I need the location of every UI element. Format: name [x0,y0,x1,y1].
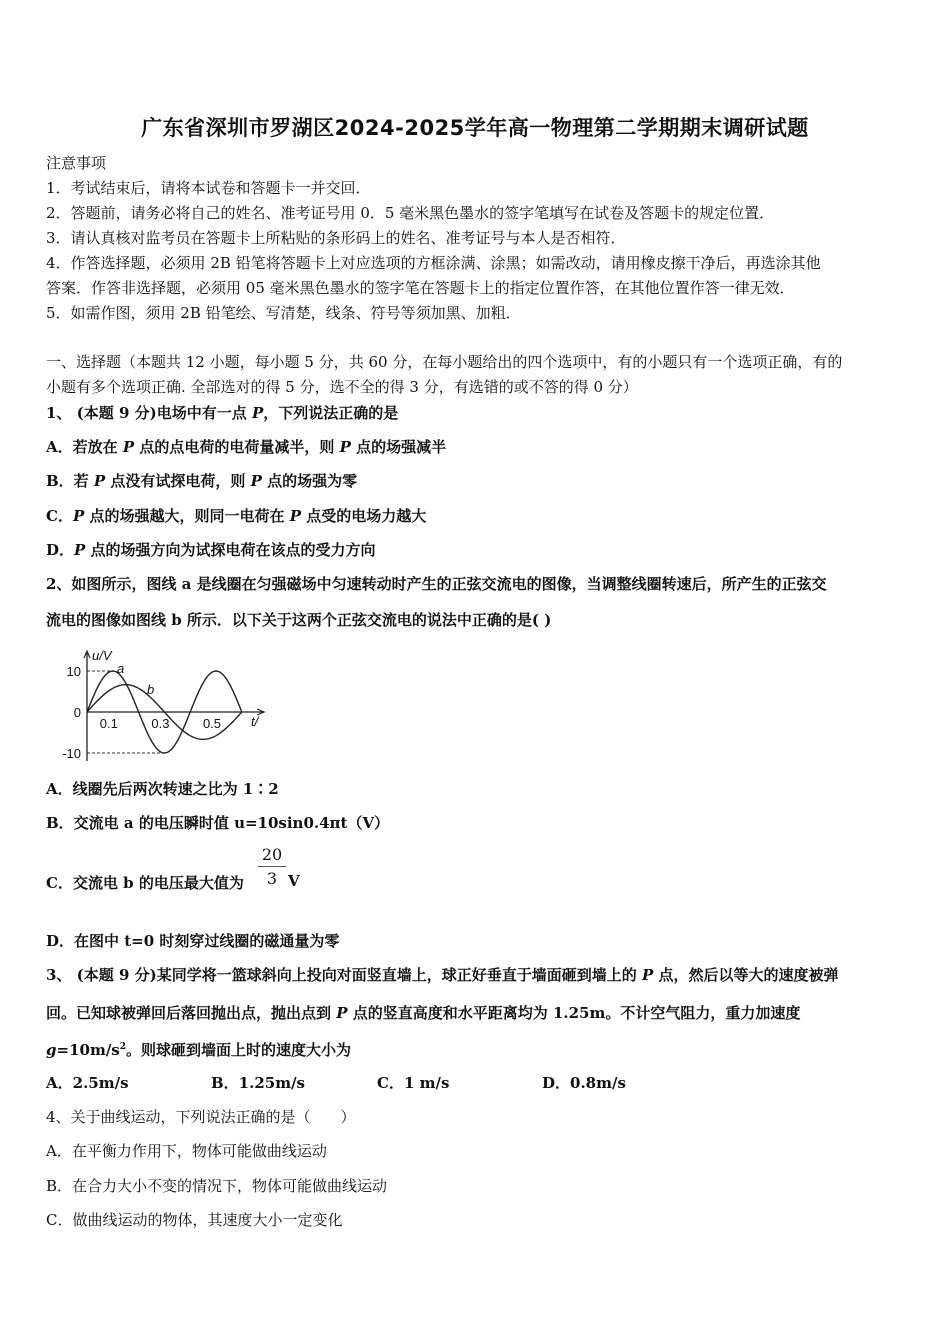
q1-option-d: D．P 点的场强方向为试探电荷在该点的受力方向 [46,541,376,559]
notice-item-3: 3．请认真核对监考员在答题卡上所粘贴的条形码上的姓名、准考证号与本人是否相符． [46,229,626,247]
q2-stem-cont: 流电的图像如图线 b 所示．以下关于这两个正弦交流电的说法中正确的是( ) [46,611,552,629]
q2-option-d: D．在图中 t=0 时刻穿过线圈的磁通量为零 [46,932,340,950]
q3-option-a: A．2.5m/s [46,1074,129,1092]
notice-item-4-cont: 答案．作答非选择题，必须用 05 毫米黑色墨水的签字笔在答题卡上的指定位置作答，在其他位置作答一律无效． [46,279,795,297]
notice-item-2: 2．答题前，请务必将自己的姓名、准考证号用 0．5 毫米黑色墨水的签字笔填写在试卷及答题卡的规定位置． [46,204,775,222]
q3-option-c: C．1 m/s [377,1074,450,1092]
q3-option-d: D．0.8m/s [542,1074,626,1092]
page-title: 广东省深圳市罗湖区2024-2025学年高一物理第二学期期末调研试题 [141,116,809,140]
q4-option-b: B．在合力大小不变的情况下，物体可能做曲线运动 [46,1177,388,1195]
q3-option-b: B．1.25m/s [211,1074,306,1092]
q1-stem: 1、 (本题 9 分)电场中有一点 P，下列说法正确的是 [46,404,399,422]
fraction-numerator: 20 [258,845,286,867]
y-tick-label: 10 [66,664,81,679]
q4-stem: 4、关于曲线运动，下列说法正确的是（ ） [46,1108,356,1126]
q3-stem-cont: 回。已知球被弹回后落回抛出点，抛出点到 P 点的竖直高度和水平距离均为 1.25m。不计空气阻力，重力加速度 [46,1004,801,1022]
q2-option-c-fraction [258,845,286,888]
q3-stem: 3、 (本题 9 分)某同学将一篮球斜向上投向对面竖直墙上，球正好垂直于墙面砸到墙上的 P 点，然后以等大的速度被弹 [46,966,839,984]
q4-option-a: A．在平衡力作用下，物体可能做曲线运动 [46,1142,327,1160]
q1-option-c: C．P 点的场强越大，则同一电荷在 P 点受的电场力越大 [46,507,427,525]
q2-sine-chart [52,643,274,765]
q2-option-a: A．线圈先后两次转速之比为 1∶2 [46,780,279,798]
q2-stem: 2、如图所示，图线 a 是线圈在匀强磁场中匀速转动时产生的正弦交流电的图像，当调整线圈转速后，所产生的正弦交 [46,575,827,593]
notice-item-4: 4．作答选择题，必须用 2B 铅笔将答题卡上对应选项的方框涂满、涂黑；如需改动，请用橡皮擦干净后，再选涂其他 [46,254,821,272]
curve-b-label: b [147,682,155,697]
x-tick-label: 0.1 [99,716,118,731]
q2-option-b: B．交流电 a 的电压瞬时值 u=10sin0.4πt（V） [46,814,390,832]
q4-option-c: C．做曲线运动的物体，其速度大小一定变化 [46,1211,343,1229]
notice-item-1: 1．考试结束后，请将本试卷和答题卡一并交回． [46,179,371,197]
x-tick-label: 0.5 [202,716,222,731]
q1-option-a: A．若放在 P 点的点电荷的电荷量减半，则 P 点的场强减半 [46,438,447,456]
q2-option-c: C．交流电 b 的电压最大值为 [46,874,244,892]
q2-option-c-unit: V [288,872,300,890]
fraction-denominator: 3 [266,869,278,888]
section1-instructions: 一、选择题（本题共 12 小题，每小题 5 分，共 60 分，在每小题给出的四个选项中，有的小题只有一个选项正确，有的 [46,353,843,371]
notice-heading: 注意事项 [46,154,107,172]
y-tick-label: -10 [62,746,81,761]
x-tick-label: 0.3 [151,716,170,731]
section1-instructions-cont: 小题有多个选项正确. 全部选对的得 5 分，选不全的得 3 分，有选错的或不答的得 0 分） [46,378,638,396]
curve-a-label: a [117,661,125,676]
notice-item-5: 5．如需作图，须用 2B 铅笔绘、写清楚，线条、符号等须加黑、加粗． [46,304,521,322]
q1-option-b: B．若 P 点没有试探电荷，则 P 点的场强为零 [46,472,358,490]
q3-stem-cont-2: $g=10m/s^2$。则球砸到墙面上时的速度大小为 [46,1041,352,1059]
y-axis-label: u/V [92,648,112,663]
x-axis-label: t/ [251,714,259,729]
y-tick-label: 0 [73,705,81,720]
